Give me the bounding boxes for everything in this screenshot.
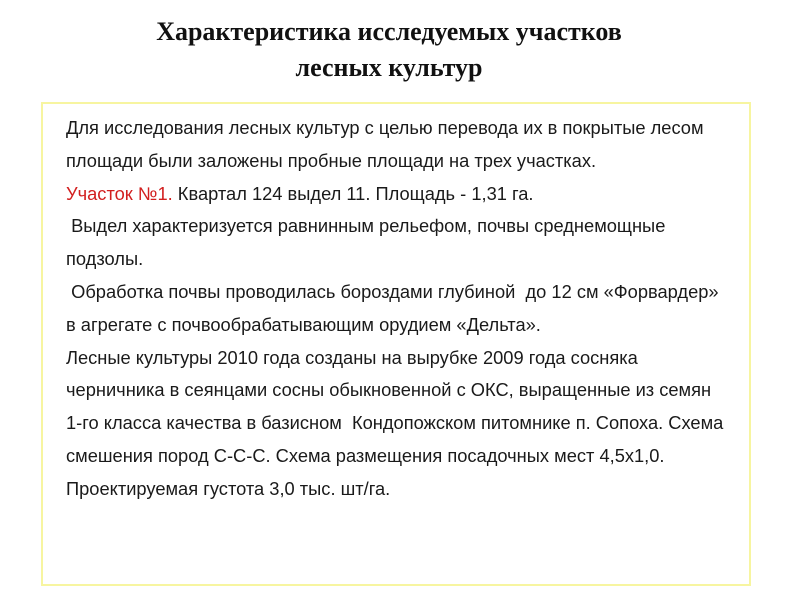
slide-title-line-2: лесных культур	[295, 53, 483, 82]
slide-title-line-1: Характеристика исследуемых участков	[156, 17, 622, 46]
tillage-paragraph: Обработка почвы проводилась бороздами глубиной до 12 см «Форвардер» в агрегате с почвообрабатывающим орудием «Дельта».	[66, 280, 724, 335]
intro-paragraph: Для исследования лесных культур с целью перевода их в покрытые лесом площади были заложены пробные площади на трех участках.	[66, 117, 709, 171]
content-box	[41, 102, 751, 586]
slide-title	[0, 14, 778, 86]
relief-paragraph: Выдел характеризуется равнинным рельефом, почвы среднемощные подзолы.	[66, 215, 671, 270]
plot-paragraph	[66, 178, 729, 211]
plot-label: Участок №1.	[66, 182, 173, 204]
plot-details: Квартал 124 выдел 11. Площадь - 1,31 га.	[172, 182, 534, 204]
cultures-paragraph: Лесные культуры 2010 года созданы на вырубке 2009 года сосняка черничника в сеянцами сосны обыкновенной с ОКС, выращенные из семян 1-го класса качества в базисном Кондопожском питомнике п. Сопоха. Схема смешения пород С-С-С. Схема размещения посадочных мест 4,5х1,0. Проектируемая густота 3,0 тыс. шт/га.	[66, 346, 729, 499]
